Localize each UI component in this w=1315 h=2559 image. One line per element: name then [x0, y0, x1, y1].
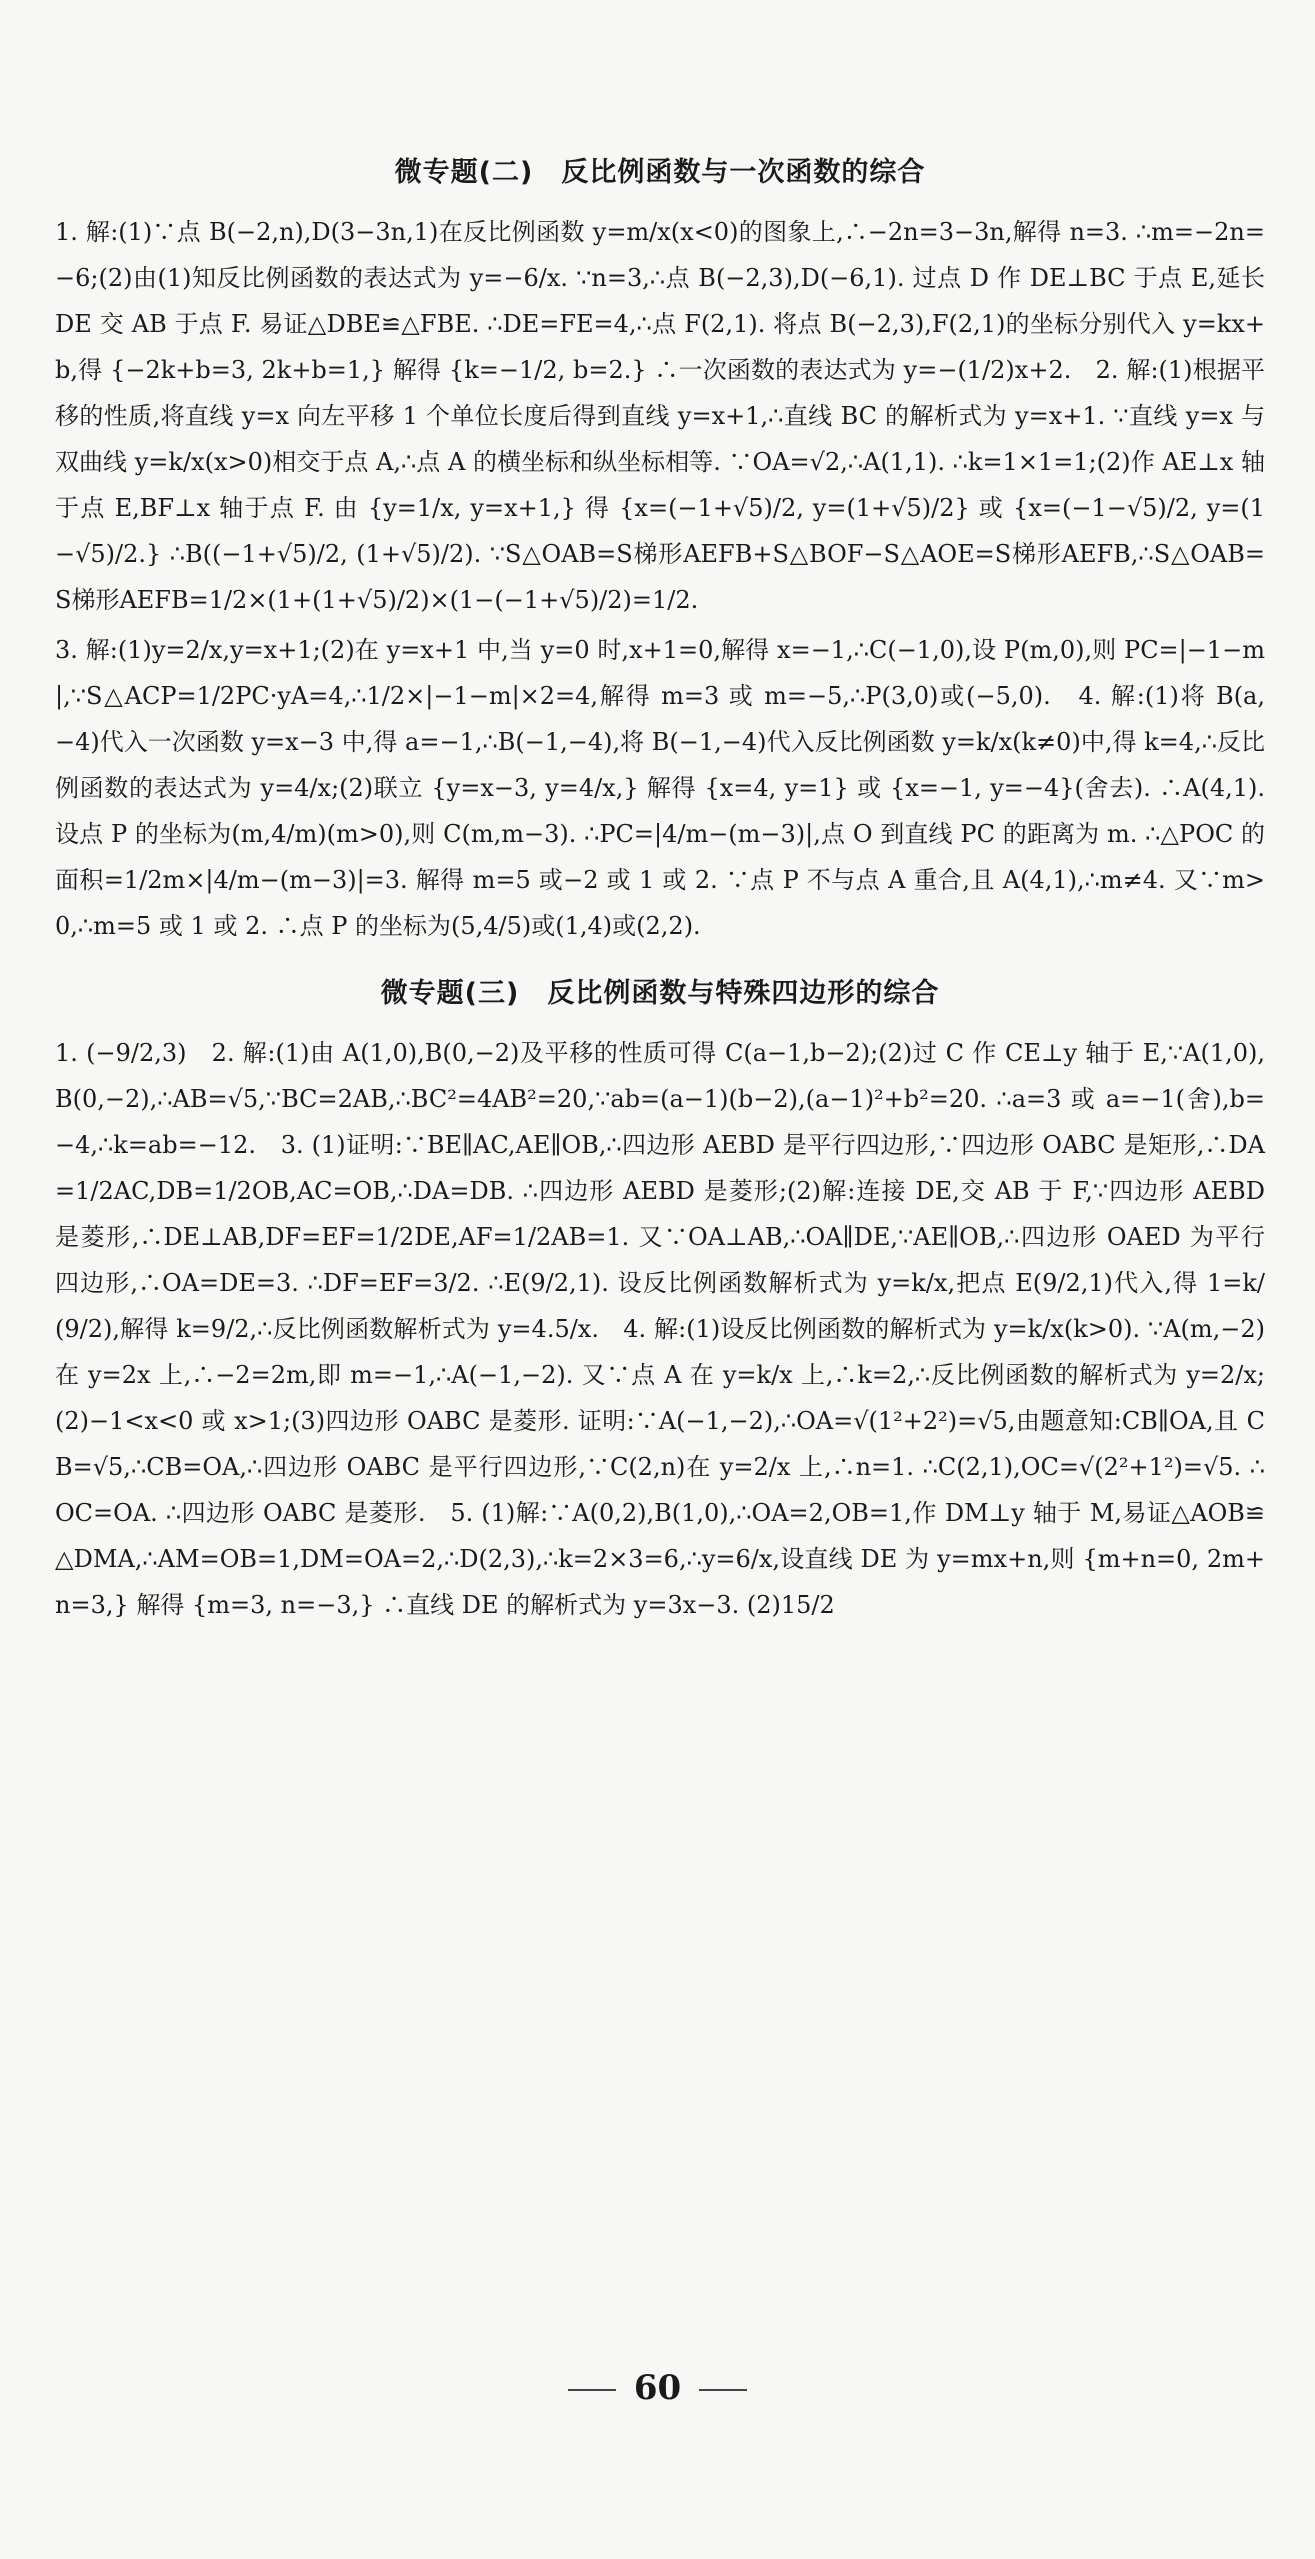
answer-paragraph: 1. (−9/2,3) 2. 解:(1)由 A(1,0),B(0,−2)及平移的性质可得 C(a−1,b−2);(2)过 C 作 CE⊥y 轴于 E,∵A(1,0),B(0,−2),∴AB=√5,∵BC=2AB,∴BC²=4AB²=20,∵ab=(a−1)(b−2),(a−1)²+b²=20. ∴a=3 或 a=−1(舍),b=−4,∴k=ab=−12. 3. (1)证明:∵BE∥AC,AE∥OB,∴四边形 AEBD 是平行四边形,∵四边形 OABC 是矩形,∴DA=1/2AC,DB=1/2OB,AC=OB,∴DA=DB. ∴四边形 AEBD 是菱形;(2)解:连接 DE,交 AB 于 F,∵四边形 AEBD 是菱形,∴DE⊥AB,DF=EF=1/2DE,AF=1/2AB=1. 又∵OA⊥AB,∴OA∥DE,∵AE∥OB,∴四边形 OAED 为平行四边形,∴OA=DE=3. ∴DF=EF=3/2. ∴E(9/2,1). 设反比例函数解析式为 y=k/x,把点 E(9/2,1)代入,得 1=k/(9/2),解得 k=9/2,∴反比例函数解析式为 y=4.5/x. 4. 解:(1)设反比例函数的解析式为 y=k/x(k>0). ∵A(m,−2)在 y=2x 上,∴−2=2m,即 m=−1,∴A(−1,−2). 又∵点 A 在 y=k/x 上,∴k=2,∴反比例函数的解析式为 y=2/x;(2)−1<x<0 或 x>1;(3)四边形 OABC 是菱形. 证明:∵A(−1,−2),∴OA=√(1²+2²)=√5,由题意知:CB∥OA,且 CB=√5,∴CB=OA,∴四边形 OABC 是平行四边形,∵C(2,n)在 y=2/x 上,∴n=1. ∴C(2,1),OC=√(2²+1²)=√5. ∴OC=OA. ∴四边形 OABC 是菱形. 5. (1)解:∵A(0,2),B(1,0),∴OA=2,OB=1,作 DM⊥y 轴于 M,易证△AOB≌△DMA,∴AM=OB=1,DM=OA=2,∴D(2,3),∴k=2×3=6,∴y=6/x,设直线 DE 为 y=mx+n,则 {m+n=0, 2m+n=3,} 解得 {m=3, n=−3,} ∴直线 DE 的解析式为 y=3x−3. (2)15/2: [55, 1039, 1265, 1619]
right-dash: [699, 2389, 747, 2391]
left-dash: [568, 2389, 616, 2391]
page-number: 60: [633, 2368, 682, 2408]
page-number-footer: [0, 2368, 1315, 2408]
section-title-2: 微专题(二) 反比例函数与一次函数的综合: [394, 157, 926, 188]
answer-paragraph: 1. 解:(1)∵点 B(−2,n),D(3−3n,1)在反比例函数 y=m/x(x<0)的图象上,∴−2n=3−3n,解得 n=3. ∴m=−2n=−6;(2)由(1)知反比例函数的表达式为 y=−6/x. ∵n=3,∴点 B(−2,3),D(−6,1). 过点 D 作 DE⊥BC 于点 E,延长 DE 交 AB 于点 F. 易证△DBE≌△FBE. ∴DE=FE=4,∴点 F(2,1). 将点 B(−2,3),F(2,1)的坐标分别代入 y=kx+b,得 {−2k+b=3, 2k+b=1,} 解得 {k=−1/2, b=2.} ∴一次函数的表达式为 y=−(1/2)x+2. 2. 解:(1)根据平移的性质,将直线 y=x 向左平移 1 个单位长度后得到直线 y=x+1,∴直线 BC 的解析式为 y=x+1. ∵直线 y=x 与双曲线 y=k/x(x>0)相交于点 A,∴点 A 的横坐标和纵坐标相等. ∵OA=√2,∴A(1,1). ∴k=1×1=1;(2)作 AE⊥x 轴于点 E,BF⊥x 轴于点 F. 由 {y=1/x, y=x+1,} 得 {x=(−1+√5)/2, y=(1+√5)/2} 或 {x=(−1−√5)/2, y=(1−√5)/2.} ∴B((−1+√5)/2, (1+√5)/2). ∵S△OAB=S梯形AEFB+S△BOF−S△AOE=S梯形AEFB,∴S△OAB=S梯形AEFB=1/2×(1+(1+√5)/2)×(1−(−1+√5)/2)=1/2.: [55, 218, 1265, 614]
answer-paragraph: 3. 解:(1)y=2/x,y=x+1;(2)在 y=x+1 中,当 y=0 时,x+1=0,解得 x=−1,∴C(−1,0),设 P(m,0),则 PC=|−1−m|,∵S△ACP=1/2PC·yA=4,∴1/2×|−1−m|×2=4,解得 m=3 或 m=−5,∴P(3,0)或(−5,0). 4. 解:(1)将 B(a,−4)代入一次函数 y=x−3 中,得 a=−1,∴B(−1,−4),将 B(−1,−4)代入反比例函数 y=k/x(k≠0)中,得 k=4,∴反比例函数的表达式为 y=4/x;(2)联立 {y=x−3, y=4/x,} 解得 {x=4, y=1} 或 {x=−1, y=−4}(舍去). ∴A(4,1). 设点 P 的坐标为(m,4/m)(m>0),则 C(m,m−3). ∴PC=|4/m−(m−3)|,点 O 到直线 PC 的距离为 m. ∴△POC 的面积=1/2m×|4/m−(m−3)|=3. 解得 m=5 或−2 或 1 或 2. ∵点 P 不与点 A 重合,且 A(4,1),∴m≠4. 又∵m>0,∴m=5 或 1 或 2. ∴点 P 的坐标为(5,4/5)或(1,4)或(2,2).: [55, 636, 1265, 940]
section-title-3: 微专题(三) 反比例函数与特殊四边形的综合: [380, 978, 940, 1009]
